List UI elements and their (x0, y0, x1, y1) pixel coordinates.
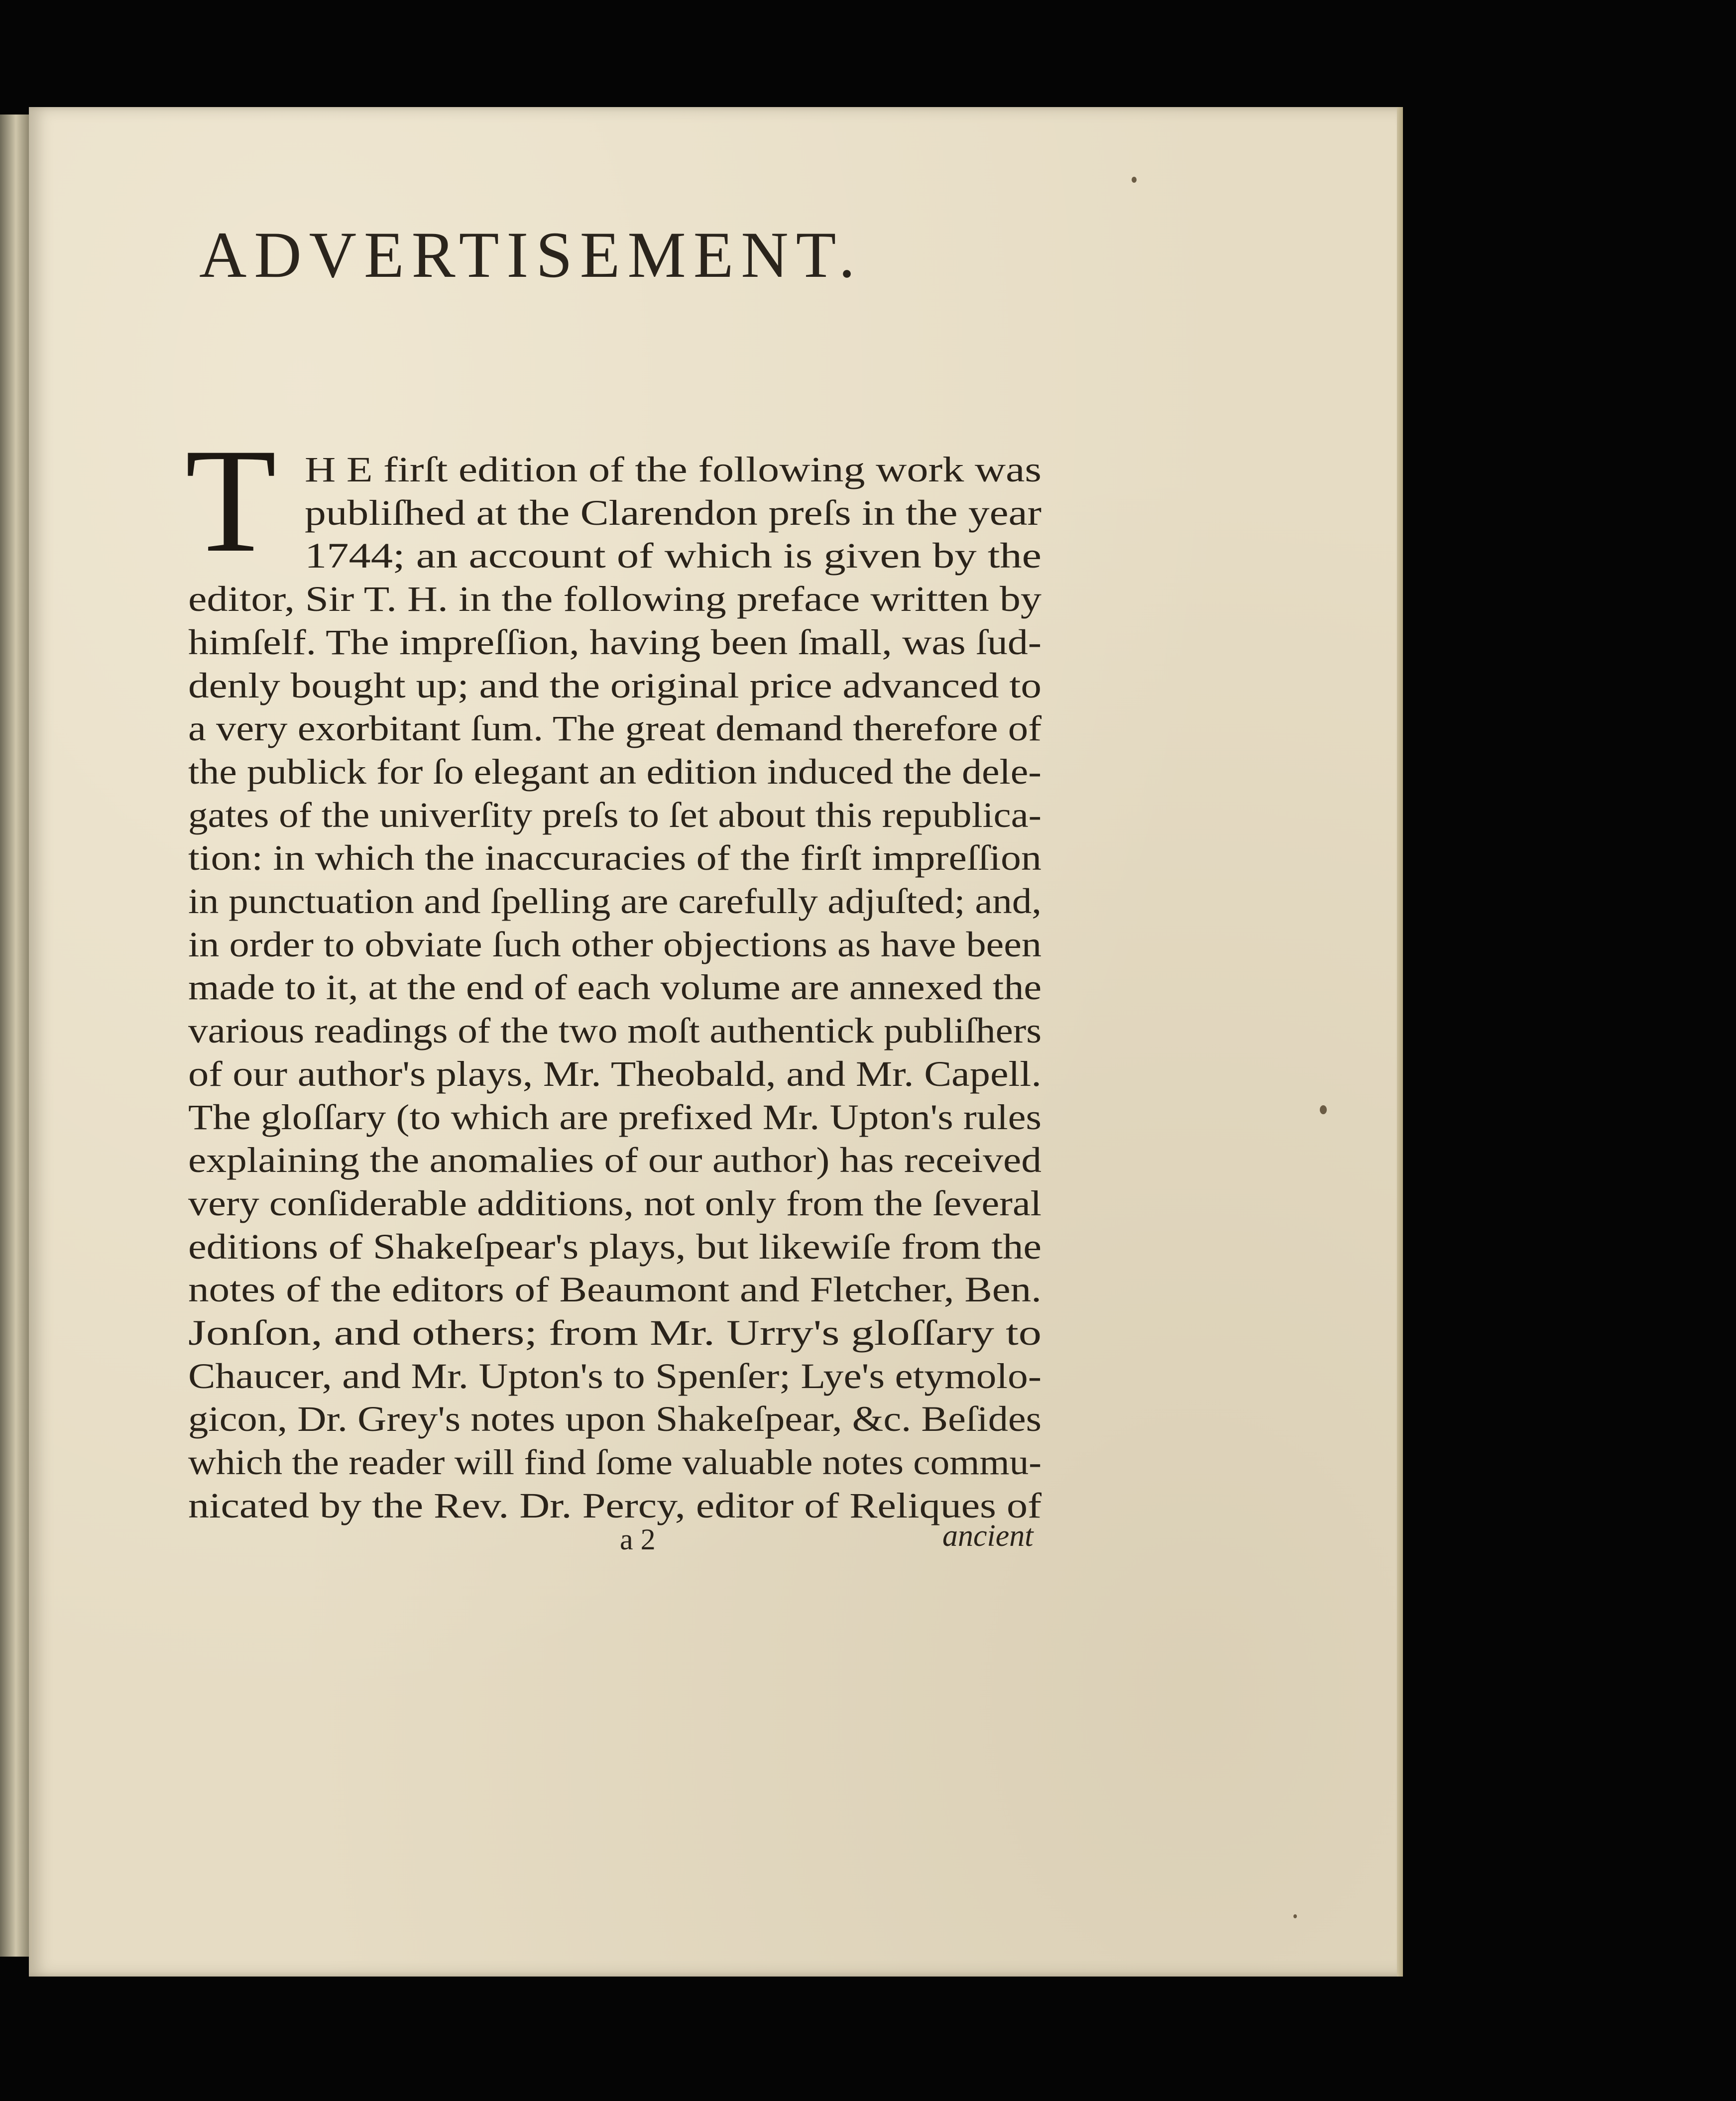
text-line: very conſiderable additions, not only from the ſeveral (188, 1183, 1042, 1223)
text-line: gates of the univerſity preſs to ſet about this republica- (188, 795, 1042, 835)
text-line: a very exorbitant ſum. The great demand therefore of (188, 708, 1042, 748)
text-line: denly bought up; and the original price advanced to (188, 666, 1042, 705)
text-line: in order to obviate ſuch other objections as have been (188, 925, 1042, 964)
text-line: various readings of the two moſt authentick publiſhers (188, 1011, 1042, 1050)
text-line: 1744; an account of which is given by the (305, 536, 1042, 576)
text-line: gicon, Dr. Grey's notes upon Shakeſpear, &c. Beſides (188, 1399, 1042, 1439)
text-line: The gloſſary (to which are prefixed Mr. Upton's rules (188, 1097, 1042, 1137)
text-line: which the reader will find ſome valuable notes commu- (188, 1442, 1042, 1482)
text-line: editor, Sir T. H. in the following preface written by (188, 579, 1042, 619)
text-line: nicated by the Rev. Dr. Percy, editor of Reliques of (188, 1486, 1042, 1525)
page-title: ADVERTISEMENT. (199, 218, 863, 291)
page-fore-edge (1397, 107, 1403, 1977)
text-line: Jonſon, and others; from Mr. Urry's gloſſary to (188, 1313, 1042, 1353)
text-line: H E firſt edition of the following work was (305, 450, 1042, 489)
text-line: explaining the anomalies of our author) has received (188, 1140, 1042, 1180)
catchword: ancient (942, 1519, 1034, 1553)
text-line: himſelf. The impreſſion, having been ſmall, was ſud- (188, 622, 1042, 662)
text-line: the publick for ſo elegant an edition induced the dele- (188, 752, 1042, 792)
text-line: notes of the editors of Beaumont and Fletcher, Ben. (188, 1270, 1042, 1309)
text-line: tion: in which the inaccuracies of the firſt impreſſion (188, 838, 1042, 878)
text-line: publiſhed at the Clarendon preſs in the year (305, 493, 1042, 533)
text-line: in punctuation and ſpelling are carefully adjuſted; and, (188, 881, 1042, 921)
text-line: made to it, at the end of each volume are annexed the (188, 967, 1042, 1007)
paper-speck (1293, 1914, 1297, 1918)
previous-page-edge (0, 115, 29, 1957)
drop-cap: T (185, 418, 277, 583)
paper-speck (1132, 177, 1137, 183)
signature-mark: a 2 (620, 1523, 656, 1556)
text-line: editions of Shakeſpear's plays, but likewiſe from the (188, 1227, 1042, 1267)
paper-speck (1320, 1105, 1327, 1114)
text-line: Chaucer, and Mr. Upton's to Spenſer; Lye's etymolo- (188, 1356, 1042, 1396)
text-line: of our author's plays, Mr. Theobald, and Mr. Capell. (188, 1054, 1042, 1094)
